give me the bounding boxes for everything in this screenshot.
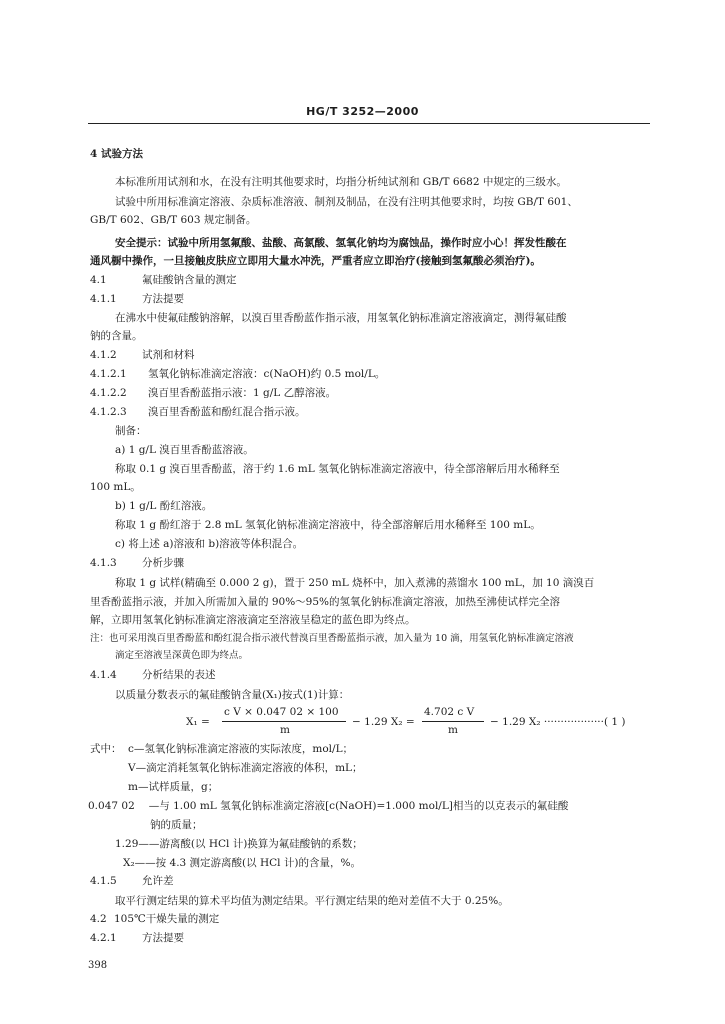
prep-a-text-line2: 100 mL。: [90, 481, 141, 493]
definition-1-29: 1.29——游离酸(以 HCl 计)换算为氟硅酸钠的系数；: [115, 838, 363, 850]
formula-tail: − 1.29 X₂ ··················( 1 ): [490, 716, 626, 728]
prep-b-text: 称取 1 g 酚红溶于 2.8 mL 氢氧化钠标准滴定溶液中，待全部溶解后用水稀释至 100 mL。: [115, 519, 541, 531]
section-4-1-3-heading: [90, 556, 184, 570]
section-title: 分析结果的表述: [142, 669, 216, 681]
section-number: 4.1: [90, 274, 107, 286]
section-4-1-5-heading: [90, 874, 174, 888]
section-4-heading: 4 试验方法: [90, 148, 143, 160]
definition-c: c—氢氧化钠标准滴定溶液的实际浓度，mol/L；: [128, 743, 354, 755]
safety-note-line1: 安全提示：试验中所用氢氟酸、盐酸、高氯酸、氢氧化钠均为腐蚀品，操作时应小心！挥发性酸在: [115, 237, 567, 249]
paragraph-solutions-line1: 试验中所用标准滴定溶液、杂质标准溶液、制剂及制品，在没有注明其他要求时，均按 GB/T 601、: [115, 196, 578, 208]
section-number: 4.1.1: [90, 293, 117, 305]
formula-lhs: X₁ =: [186, 716, 210, 728]
paragraph-solutions-line2: GB/T 602、GB/T 603 规定制备。: [90, 214, 257, 226]
section-number: 4.1.4: [90, 669, 117, 681]
note-line2: 滴定至溶液呈深黄色即为终点。: [115, 650, 249, 661]
definition-coefficient-cont: 钠的质量；: [150, 819, 203, 831]
where-label: 式中：: [90, 743, 122, 755]
reagent-item-2: 4.1.2.2 溴百里香酚蓝指示液：1 g/L 乙醇溶液。: [90, 387, 337, 399]
section-4-1-1-heading: [90, 292, 184, 306]
section-title: 方法提要: [142, 932, 184, 944]
header-rule: [88, 123, 650, 124]
paragraph-reagents: 本标准所用试剂和水，在没有注明其他要求时，均指分析纯试剂和 GB/T 6682 中规定的三级水。: [115, 176, 567, 188]
standard-code-header: HG/T 3252—2000: [306, 105, 419, 118]
definition-v: V—滴定消耗氢氧化钠标准滴定溶液的体积，mL；: [128, 762, 363, 774]
section-4-1-heading: [90, 273, 237, 287]
formula-middle: − 1.29 X₂ =: [352, 716, 415, 728]
preparation-label: 制备：: [115, 425, 147, 437]
formula-denominator-1: m: [280, 724, 290, 736]
formula-numerator-1: c V × 0.047 02 × 100: [224, 706, 339, 718]
prep-b-heading: b) 1 g/L 酚红溶液。: [115, 500, 213, 512]
reagent-item-1: 4.1.2.1 氢氧化钠标准滴定溶液：c(NaOH)约 0.5 mol/L。: [90, 368, 386, 380]
procedure-line3: 解，立即用氢氧化钠标准滴定溶液滴定至溶液呈稳定的蓝色即为终点。: [90, 614, 416, 626]
section-number: 4.1.5: [90, 875, 117, 887]
prep-a-text-line1: 称取 0.1 g 溴百里香酚蓝，溶于约 1.6 mL 氢氧化钠标准滴定溶液中，待全部溶解后用水稀释至: [115, 463, 560, 475]
note-line1: 注：也可采用溴百里香酚蓝和酚红混合指示液代替溴百里香酚蓝指示液，加入量为 10 滴，用氢氧化钠标准滴定溶液: [90, 633, 574, 644]
method-summary-line1: 在沸水中使氟硅酸钠溶解，以溴百里香酚蓝作指示液，用氢氧化钠标准滴定溶液滴定，测得氟硅酸: [115, 312, 567, 324]
section-number: 4.1.2: [90, 349, 117, 361]
formula-1: [186, 706, 646, 740]
section-title: 试剂和材料: [142, 349, 195, 361]
section-4-2-heading: [90, 912, 219, 926]
formula-numerator-2: 4.702 c V: [424, 706, 475, 718]
fraction-bar-1: [222, 721, 346, 722]
definition-m: m—试样质量，g；: [128, 781, 219, 793]
reagent-item-3: 4.1.2.3 溴百里香酚蓝和酚红混合指示液。: [90, 406, 306, 418]
expression-intro: 以质量分数表示的氟硅酸钠含量(X₁)按式(1)计算：: [115, 689, 350, 701]
allowable-difference-text: 取平行测定结果的算术平均值为测定结果。平行测定结果的绝对差值不大于 0.25%。: [115, 895, 509, 907]
method-summary-line2: 钠的含量。: [90, 330, 143, 342]
formula-denominator-2: m: [448, 724, 458, 736]
prep-a-heading: a) 1 g/L 溴百里香酚蓝溶液。: [115, 444, 254, 456]
section-title: 氟硅酸钠含量的测定: [142, 274, 237, 286]
section-number: 4.2.1: [90, 932, 117, 944]
section-title: 允许差: [142, 875, 174, 887]
section-number: 4.1.3: [90, 557, 117, 569]
safety-note-line2: 通风橱中操作，一旦接触皮肤应立即用大量水冲洗，严重者应立即治疗(接触到氢氟酸必须治疗)。: [90, 255, 541, 267]
procedure-line2: 里香酚蓝指示液，并加入所需加入量的 90%～95%的氢氧化钠标准滴定溶液，加热至沸使试样完全溶: [90, 596, 561, 608]
section-4-1-2-heading: [90, 348, 195, 362]
section-title: 分析步骤: [142, 557, 184, 569]
section-4-1-4-heading: [90, 668, 216, 682]
prep-c-text: c) 将上述 a)溶液和 b)溶液等体积混合。: [115, 538, 304, 550]
page-number: 398: [88, 960, 108, 971]
fraction-bar-2: [422, 721, 484, 722]
section-title: 105℃干燥失量的测定: [114, 913, 220, 925]
section-4-2-1-heading: [90, 931, 184, 945]
section-title: 方法提要: [142, 293, 184, 305]
procedure-line1: 称取 1 g 试样(精确至 0.000 2 g)，置于 250 mL 烧杯中，加入煮沸的蒸馏水 100 mL，加 10 滴溴百: [115, 577, 595, 589]
definition-coefficient: 0.047 02 —与 1.00 mL 氢氧化钠标准滴定溶液[c(NaOH)=1.000 mol/L]相当的以克表示的氟硅酸: [88, 800, 569, 812]
section-number: 4.2: [90, 913, 107, 925]
definition-x2: X₂——按 4.3 测定游离酸(以 HCl 计)的含量，%。: [123, 857, 361, 869]
